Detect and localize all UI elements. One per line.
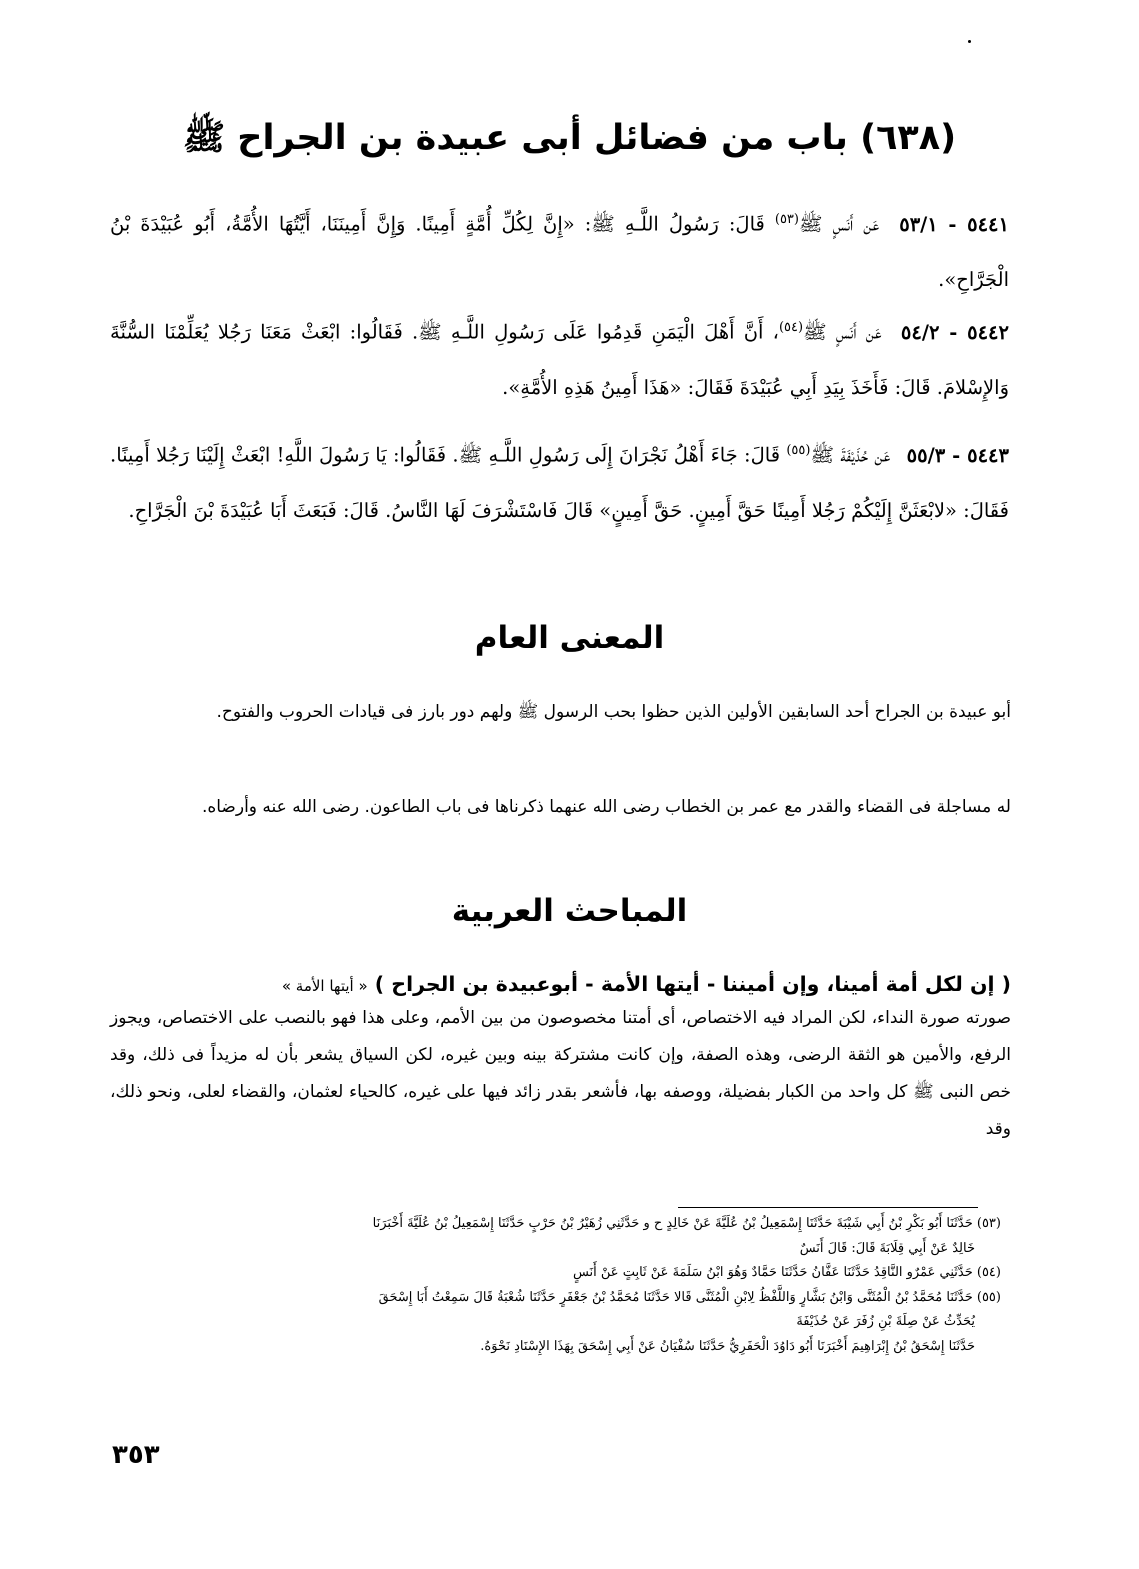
section-title-arabic-studies: المباحث العربية — [451, 893, 688, 929]
general-meaning-para-1: أبو عبيدة بن الجراح أحد السابقين الأولين الذين حظوا بحب الرسول ﷺ ولهم دور بارز فى قيادات الحروب والفتوح. — [216, 702, 1011, 722]
arabic-studies-heading — [110, 968, 1011, 1002]
chapter-title: (٦٣٨) باب من فضائل أبى عبيدة بن الجراح ﷺ — [182, 118, 957, 158]
footnote-ref: (٥٣) — [774, 212, 799, 227]
section-title-general-meaning: المعنى العام — [474, 620, 665, 656]
hadith-5441 — [110, 192, 1009, 307]
footnote-ref: (٥٤) — [778, 320, 804, 335]
footnotes — [110, 1212, 1001, 1359]
footnote-divider — [678, 1207, 978, 1208]
footnote-55-cont: يُحَدِّثُ عَنْ صِلَةَ بْنِ زُفَرَ عَنْ حُذَيْفَةَ — [796, 1314, 975, 1329]
footnote-54: (٥٤) حَدَّثَنِي عَمْرٌو النَّاقِدُ حَدَّثَنَا عَفَّانُ حَدَّثَنَا حَمَّادٌ وَهُوَ ابْنُ سَلَمَةَ عَنْ ثَابِتٍ عَنْ أَنَسٍ — [572, 1265, 1001, 1280]
hadith-5442 — [110, 300, 1009, 415]
hadith-narrator: عَن أَنَسٍ ﷺ — [799, 212, 880, 236]
hadith-number: ٥٤٤٣ - ٥٥/٣ — [906, 443, 1009, 467]
hadith-narrator: عَن حُذَيْفَةَ ﷺ — [810, 443, 891, 467]
general-meaning-para-2: له مساجلة فى القضاء والقدر مع عمر بن الخطاب رضى الله عنهما ذكرناها فى باب الطاعون. رضى الله عنه وأرضاه. — [201, 797, 1011, 817]
hadith-narrator: عَن أَنَسٍ ﷺ — [803, 320, 882, 344]
hadith-number: ٥٤٤٢ - ٥٤/٢ — [900, 320, 1009, 344]
page-number: ٣٥٣ — [112, 1440, 160, 1470]
hadith-text: قَالَ: رَسُولُ اللَّـهِ ﷺ: «إِنَّ لِكُلِّ أُمَّةٍ أَمِينًا. وَإِنَّ أَمِينَنَا، أَيَّتُهَا الأُمَّةُ، أَبُو عُبَيْدَةَ بْنُ الْجَرَّاحِ». — [110, 212, 1009, 291]
heading-quote: ( إن لكل أمة أمينا، وإن أميننا - أيتها الأمة - أبوعبيدة بن الجراح ) — [374, 972, 1011, 996]
heading-tail: « أيتها الأمة » — [281, 977, 368, 995]
hadith-number: ٥٤٤١ - ٥٣/١ — [899, 212, 1009, 236]
footnote-53-cont: خَالِدٌ عَنْ أَبِي قِلَابَةَ قَالَ: قَالَ أَنَسٌ — [799, 1240, 975, 1256]
hadith-text: ، أَنَّ أَهْلَ الْيَمَنِ قَدِمُوا عَلَى رَسُولِ اللَّـهِ ﷺ. فَقَالُوا: ابْعَثْ مَعَنَا رَجُلا يُعَلِّمْنَا السُّنَّةَ وَالإِسْلامَ. قَالَ: فَأَخَذَ بِيَدِ أَبِي عُبَيْدَةَ فَقَالَ: «هَذَا أَمِينُ هَذِهِ الأُمَّةِ». — [110, 320, 1009, 399]
footnote-ref: (٥٥) — [786, 443, 811, 458]
footnote-55-alt-chain: حَدَّثَنَا إِسْحَقُ بْنُ إِبْرَاهِيمَ أَخْبَرَنَا أَبُو دَاوُدَ الْحَفَرِيُّ حَدَّثَنَا سُفْيَانُ عَنْ أَبِي إِسْحَقَ بِهَذَا الإِسْنَادِ نَحْوَهُ. — [480, 1338, 975, 1354]
hadith-text: قَالَ: جَاءَ أَهْلُ نَجْرَانَ إِلَى رَسُولِ اللَّـهِ ﷺ. فَقَالُوا: يَا رَسُولَ اللَّهِ! ابْعَثْ إِلَيْنَا رَجُلا أَمِينًا. فَقَالَ: «لابْعَثَنَّ إِلَيْكُمْ رَجُلا أَمِينًا حَقَّ أَمِينٍ. حَقَّ أَمِينٍ» قَالَ فَاسْتَشْرَفَ لَهَا النَّاسُ. قَالَ: فَبَعَثَ أَبَا عُبَيْدَةَ بْنَ الْجَرَّاحِ. — [110, 443, 1009, 522]
arabic-studies-para: صورته صورة النداء، لكن المراد فيه الاختصاص، أى أمتنا مخصوصون من بين الأمم، وعلى هذا فهو بالنصب على الاختصاص، ويجوز الرفع، والأمين هو الثقة الرضى، وهذه الصفة، وإن كانت مشتركة بينه وبين غيره، لكن السياق يشعر بأن له مزيداً فى ذلك، وقد خص النبى ﷺ كل واحد من الكبار بفضيلة، ووصفه بها، فأشعر بقدر زائد فيها على غيره، كالحياء لعثمان، والقضاء لعلى، ونحو ذلك، وقد — [110, 1008, 1011, 1139]
hadith-5443 — [110, 423, 1009, 538]
scan-speck — [968, 40, 971, 43]
footnote-55: (٥٥) حَدَّثَنَا مُحَمَّدُ بْنُ الْمُثَنَّى وَابْنُ بَشَّارٍ وَاللَّفْظُ لِابْنِ الْمُثَنَّى قَالا حَدَّثَنَا مُحَمَّدُ بْنُ جَعْفَرٍ حَدَّثَنَا شُعْبَةُ قَالَ سَمِعْتُ أَبَا إِسْحَقَ — [378, 1289, 1001, 1305]
footnote-53: (٥٣) حَدَّثَنَا أَبُو بَكْرِ بْنُ أَبِي شَيْبَةَ حَدَّثَنَا إِسْمَعِيلُ بْنُ عُلَيَّةَ عَنْ خَالِدٍ ح و حَدَّثَنِي زُهَيْرُ بْنُ حَرْبٍ حَدَّثَنَا إِسْمَعِيلُ بْنُ عُلَيَّةَ أَخْبَرَنَا — [372, 1216, 1001, 1231]
